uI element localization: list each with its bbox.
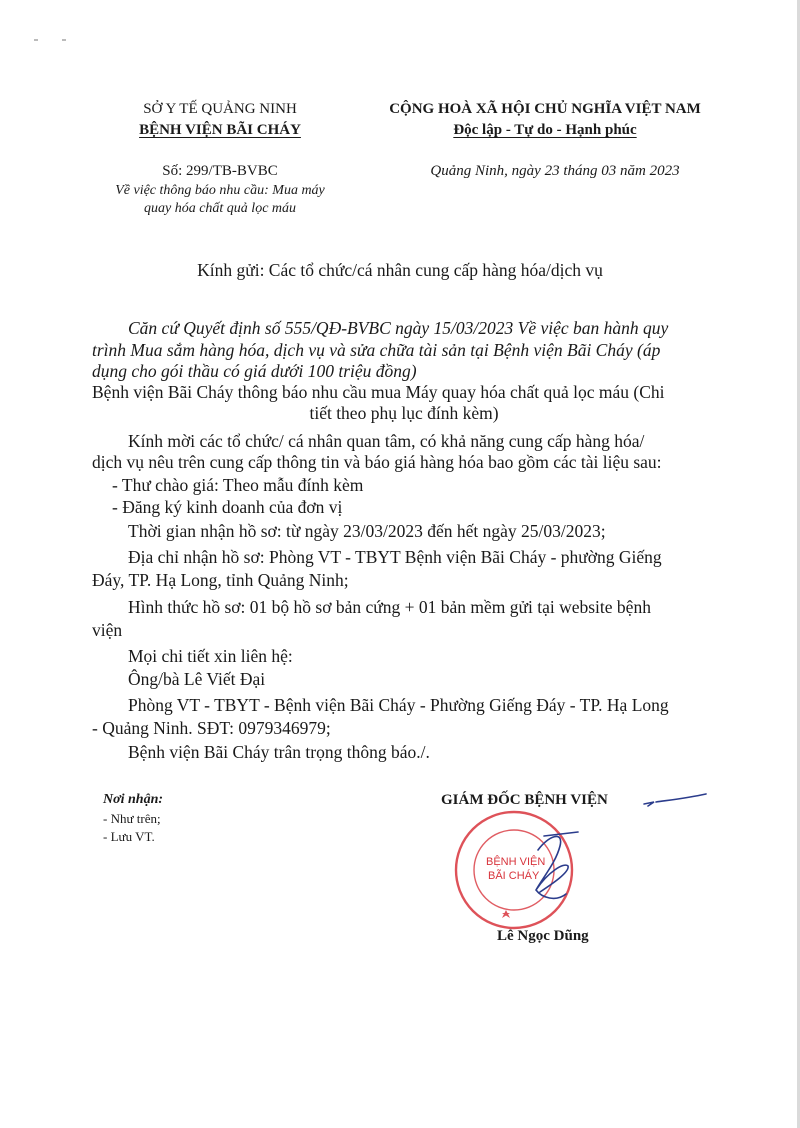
basis-line-2: trình Mua sắm hàng hóa, dịch vụ và sửa chữa tài sản tại Bệnh viện Bãi Cháy (áp <box>92 340 661 360</box>
subject-line-2: quay hóa chất quả lọc máu <box>143 201 297 216</box>
official-stamp <box>452 806 602 934</box>
national-title: CỘNG HOÀ XÃ HỘI CHỦ NGHĨA VIỆT NAM <box>389 101 701 117</box>
notice-line-1: Bệnh viện Bãi Cháy thông báo nhu cầu mua Máy quay hóa chất quả lọc máu (Chi <box>92 382 665 402</box>
signer-title: GIÁM ĐỐC BỆNH VIỆN <box>441 792 608 808</box>
recipient-item: - Lưu VT. <box>103 829 155 844</box>
doc-item-1: - Thư chào giá: Theo mẫu đính kèm <box>112 475 364 495</box>
receive-time: Thời gian nhận hồ sơ: từ ngày 23/03/2023 đến hết ngày 25/03/2023; <box>128 521 606 541</box>
scan-dash-icon <box>34 36 68 44</box>
basis-line-1: Căn cứ Quyết định số 555/QĐ-BVBC ngày 15/03/2023 Về việc ban hành quy <box>128 318 669 338</box>
scan-mark <box>34 36 68 42</box>
org-name: SỞ Y TẾ QUẢNG NINH <box>143 101 297 117</box>
subject-line-1: Về việc thông báo nhu cầu: Mua máy <box>115 183 325 198</box>
address-line-1: Địa chỉ nhận hồ sơ: Phòng VT - TBYT Bệnh viện Bãi Cháy - phường Giếng <box>128 547 662 567</box>
closing-line: Bệnh viện Bãi Cháy trân trọng thông báo./. <box>128 742 430 762</box>
contact-line-2: - Quảng Ninh. SĐT: 0979346979; <box>92 718 331 738</box>
signature-flourish <box>640 790 710 814</box>
place-date: Quảng Ninh, ngày 23 tháng 03 năm 2023 <box>430 163 680 179</box>
basis-line-3: dụng cho gói thầu có giá dưới 100 triệu đồng) <box>92 361 417 381</box>
stamp-text-line-2: BÃI CHÁY <box>488 870 540 882</box>
contact-intro: Mọi chi tiết xin liên hệ: <box>128 646 293 666</box>
hospital-name: BỆNH VIỆN BÃI CHÁY <box>139 122 301 138</box>
address-line-2: Đáy, TP. Hạ Long, tỉnh Quảng Ninh; <box>92 570 349 590</box>
document-number: Số: 299/TB-BVBC <box>162 163 278 179</box>
greeting: Kính gửi: Các tổ chức/cá nhân cung cấp hàng hóa/dịch vụ <box>197 260 603 280</box>
notice-line-2: tiết theo phụ lục đính kèm) <box>309 403 499 423</box>
format-line-1: Hình thức hồ sơ: 01 bộ hồ sơ bản cứng + 01 bản mềm gửi tại website bệnh <box>128 597 651 617</box>
recipient-item: - Như trên; <box>103 811 161 826</box>
signer-name: Lê Ngọc Dũng <box>497 928 589 944</box>
contact-line-1: Phòng VT - TBYT - Bệnh viện Bãi Cháy - Phường Giếng Đáy - TP. Hạ Long <box>128 695 669 715</box>
invite-line-2: dịch vụ nêu trên cung cấp thông tin và báo giá hàng hóa bao gồm các tài liệu sau: <box>92 452 662 472</box>
stamp-text-line-1: BỆNH VIỆN <box>486 856 546 868</box>
doc-item-2: - Đăng ký kinh doanh của đơn vị <box>112 497 343 517</box>
format-line-2: viện <box>92 620 123 640</box>
recipients-title: Nơi nhận: <box>103 792 164 807</box>
national-motto: Độc lập - Tự do - Hạnh phúc <box>453 122 637 138</box>
invite-line-1: Kính mời các tổ chức/ cá nhân quan tâm, có khả năng cung cấp hàng hóa/ <box>128 431 645 451</box>
contact-person: Ông/bà Lê Viết Đại <box>128 669 266 689</box>
